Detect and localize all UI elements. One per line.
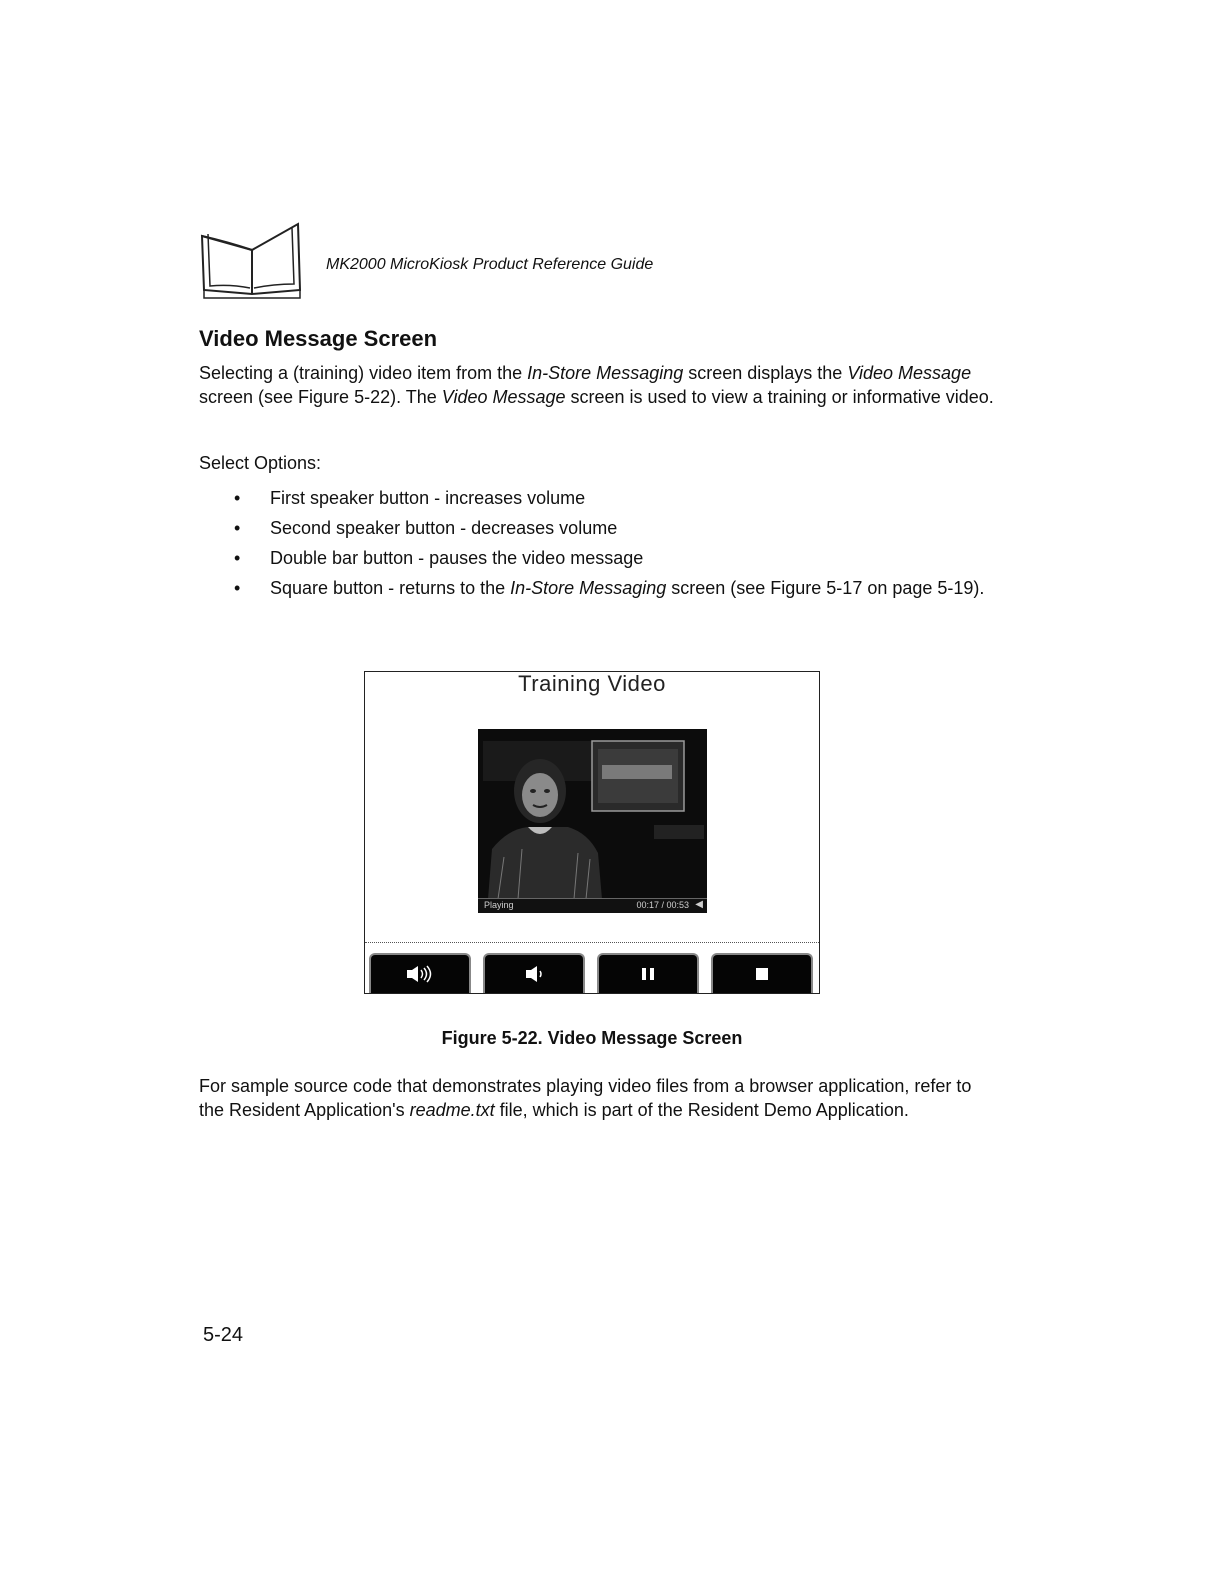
page-number: 5-24 bbox=[203, 1324, 244, 1346]
book-icon bbox=[194, 222, 304, 302]
status-time: 00:17 / 00:53 bbox=[636, 900, 689, 910]
screen-title: Training Video bbox=[518, 671, 666, 696]
status-playing: Playing bbox=[484, 900, 514, 910]
list-item: • Double bar button - pauses the video message bbox=[234, 548, 644, 568]
list-item: • Square button - returns to the In-Store Messaging screen (see Figure 5-17 on page 5-19). bbox=[234, 578, 985, 598]
video-message-screen-figure bbox=[364, 671, 820, 994]
select-options-label: Select Options: bbox=[199, 453, 322, 473]
stop-button[interactable] bbox=[711, 953, 813, 993]
figure-caption: Figure 5-22. Video Message Screen bbox=[441, 1028, 743, 1048]
list-item: • First speaker button - increases volume bbox=[234, 488, 586, 508]
options-list bbox=[230, 486, 1010, 606]
sample-code-paragraph: For sample source code that demonstrates playing video files from a browser application, refer to the Resident Application's readme.txt file, which is part of the Resident Demo Application. bbox=[199, 1076, 972, 1120]
volume-up-icon bbox=[405, 964, 435, 984]
video-frame-image bbox=[478, 729, 707, 899]
page-header bbox=[194, 222, 894, 302]
volume-up-button[interactable] bbox=[369, 953, 471, 993]
control-button-row bbox=[369, 953, 815, 993]
list-item: • Second speaker button - decreases volume bbox=[234, 518, 618, 538]
intro-paragraph: Selecting a (training) video item from the In-Store Messaging screen displays the Video Message screen (see Figure 5-22). The Video Message screen is used to view a training or informative video. bbox=[199, 363, 994, 407]
pause-button[interactable] bbox=[597, 953, 699, 993]
stop-icon bbox=[755, 967, 769, 981]
video-player[interactable] bbox=[478, 729, 707, 913]
divider bbox=[365, 942, 819, 943]
volume-down-icon bbox=[524, 964, 544, 984]
section-title: Video Message Screen bbox=[199, 326, 438, 351]
status-volume-icon: ◀ bbox=[695, 899, 703, 910]
pause-icon bbox=[640, 966, 656, 982]
running-header-title: MK2000 MicroKiosk Product Reference Guide bbox=[326, 256, 654, 273]
video-status-bar bbox=[478, 898, 707, 913]
volume-down-button[interactable] bbox=[483, 953, 585, 993]
